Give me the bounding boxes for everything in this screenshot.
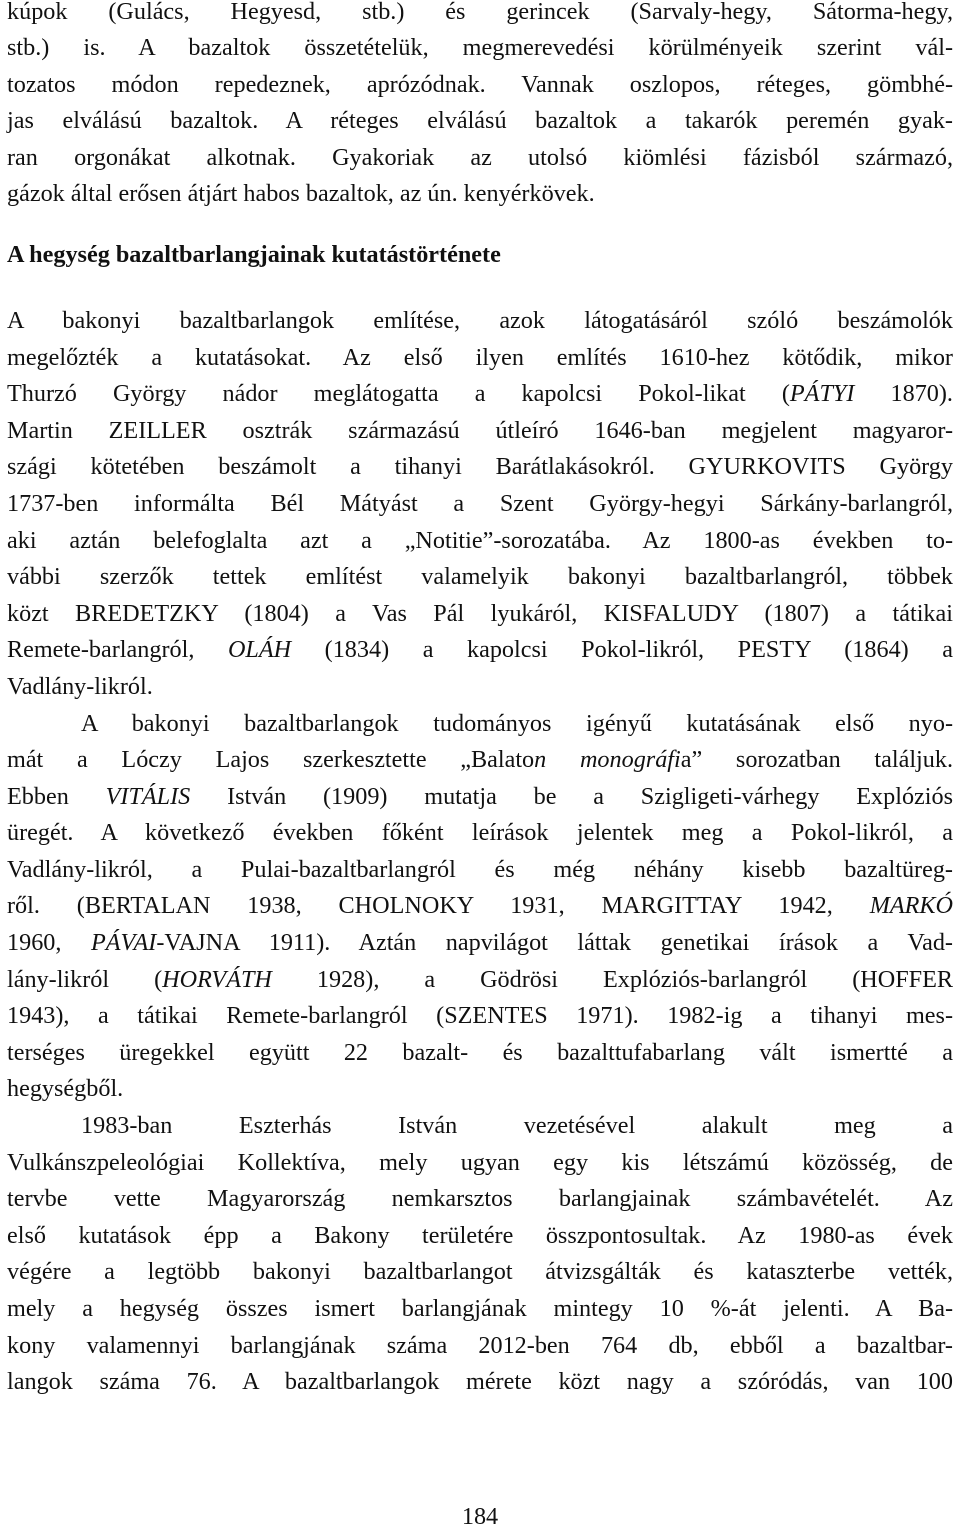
paragraph-history-1 bbox=[7, 303, 953, 706]
text-line: mely a hegység összes ismert barlangjának mintegy 10 %-át jelenti. A Ba- bbox=[7, 1295, 953, 1322]
text-line: kony valamennyi barlangjának száma 2012-ben 764 db, ebből a bazaltbar- bbox=[7, 1331, 953, 1359]
text-line: első kutatások épp a Bakony területére összpontosultak. Az 1980-as évek bbox=[7, 1221, 953, 1249]
text-line: jas elválású bazaltok. A réteges elválású bazaltok a takarók peremén gyak- bbox=[7, 107, 953, 135]
text-line: lány-likról (HORVÁTH 1928), a Gödrösi Explóziós-barlangról (HOFFER bbox=[7, 965, 954, 993]
author-name: MARKÓ bbox=[869, 892, 953, 920]
text-line: közt BREDETZKY (1804) a Vas Pál lyukáról, KISFALUDY (1807) a tátikai bbox=[7, 599, 953, 627]
text-line: tozatos módon repedeznek, aprózódnak. Vannak oszlopos, réteges, gömbhé- bbox=[7, 70, 953, 98]
paragraph-history-3 bbox=[7, 1108, 953, 1401]
document-page bbox=[7, 0, 953, 1401]
text-line: langok száma 76. A bazaltbarlangok mérete közt nagy a szóródás, van 100 bbox=[7, 1368, 953, 1396]
text-line: Vulkánszpeleológiai Kollektíva, mely ugyan egy kis létszámú közösség, de bbox=[7, 1148, 953, 1176]
text-line: Martin ZEILLER osztrák származású útleíró 1646-ban megjelent magyaror- bbox=[7, 416, 953, 444]
text-line: kúpok (Gulács, Hegyesd, stb.) és gerincek (Sarvaly-hegy, Sátorma-hegy, bbox=[7, 0, 953, 25]
text-line: végére a legtöbb bakonyi bazaltbarlangot átvizsgálták és kataszterbe vették, bbox=[7, 1258, 953, 1286]
text-line: szági kötetében beszámolt a tihanyi Barátlakásokról. GYURKOVITS György bbox=[7, 453, 953, 481]
italic-text: n monográfi bbox=[534, 746, 681, 774]
text-line: A bakonyi bazaltbarlangok említése, azok látogatásáról szóló beszámolók bbox=[7, 306, 953, 334]
text-line: gázok által erősen átjárt habos bazaltok, az ún. kenyérkövek. bbox=[7, 180, 595, 208]
text-line: Vadlány-likról, a Pulai-bazaltbarlangról és még néhány kisebb bazaltüreg- bbox=[7, 855, 953, 883]
text-line: ről. (BERTALAN 1938, CHOLNOKY 1931, MARGITTAY 1942, MARKÓ bbox=[7, 892, 953, 920]
text-line: A bakonyi bazaltbarlangok tudományos igényű kutatásának első nyo- bbox=[81, 709, 953, 737]
text-line: stb.) is. A bazaltok összetételük, megmerevedési körülményeik szerint vál- bbox=[7, 34, 953, 61]
text-line: mát a Lóczy Lajos szerkesztette „Balaton monográfia” sorozatban találjuk. bbox=[7, 746, 953, 774]
author-name: PÁVAI bbox=[90, 929, 157, 957]
section-heading: A hegység bazaltbarlangjainak kutatástörténete bbox=[7, 240, 501, 268]
intro-paragraph bbox=[7, 0, 953, 213]
text-line: 1737-ben informálta Bél Mátyást a Szent György-hegyi Sárkány-barlangról, bbox=[7, 489, 953, 517]
text-line: üregét. A következő években főként leírások jelentek meg a Pokol-likról, a bbox=[7, 819, 953, 847]
page-number: 184 bbox=[461, 1503, 499, 1530]
text-line: tervbe vette Magyarország nemkarsztos barlangjainak számbavételét. Az bbox=[7, 1185, 953, 1213]
author-name: VITÁLIS bbox=[105, 782, 191, 810]
text-line: ran orgonákat alkotnak. Gyakoriak az utolsó kiömlési fázisból származó, bbox=[7, 143, 953, 171]
author-name: PÁTYI bbox=[789, 380, 855, 408]
text-line: aki aztán belefoglalta azt a „Notitie”-sorozatába. Az 1800-as években to- bbox=[7, 526, 953, 554]
text-line: Remete-barlangról, OLÁH (1834) a kapolcsi Pokol-likról, PESTY (1864) a bbox=[7, 636, 954, 664]
text-line: Vadlány-likról. bbox=[7, 672, 153, 700]
author-name: OLÁH bbox=[227, 636, 292, 664]
text-line: 1983-ban Eszterhás István vezetésével alakult meg a bbox=[81, 1112, 953, 1140]
author-name: HORVÁTH bbox=[162, 965, 272, 993]
text-line: vábbi szerzők tettek említést valamelyik bakonyi bazaltbarlangról, többek bbox=[7, 563, 953, 591]
text-line: Ebben VITÁLIS István (1909) mutatja be a Szigligeti-várhegy Explóziós bbox=[7, 782, 954, 810]
paragraph-history-2 bbox=[7, 706, 953, 1109]
text-line: Thurzó György nádor meglátogatta a kapolcsi Pokol-likat (PÁTYI 1870). bbox=[7, 380, 953, 408]
text-line: 1960, PÁVAI-VAJNA 1911). Aztán napvilágot láttak genetikai írások a Vad- bbox=[7, 929, 953, 957]
text-line: hegységből. bbox=[7, 1075, 124, 1103]
text-line: 1943), a tátikai Remete-barlangról (SZENTES 1971). 1982-ig a tihanyi mes- bbox=[7, 1002, 953, 1030]
text-line: terséges üregekkel együtt 22 bazalt- és bazalttufabarlang vált ismertté a bbox=[7, 1038, 953, 1066]
text-line: megelőzték a kutatásokat. Az első ilyen említés 1610-hez kötődik, mikor bbox=[7, 343, 953, 371]
